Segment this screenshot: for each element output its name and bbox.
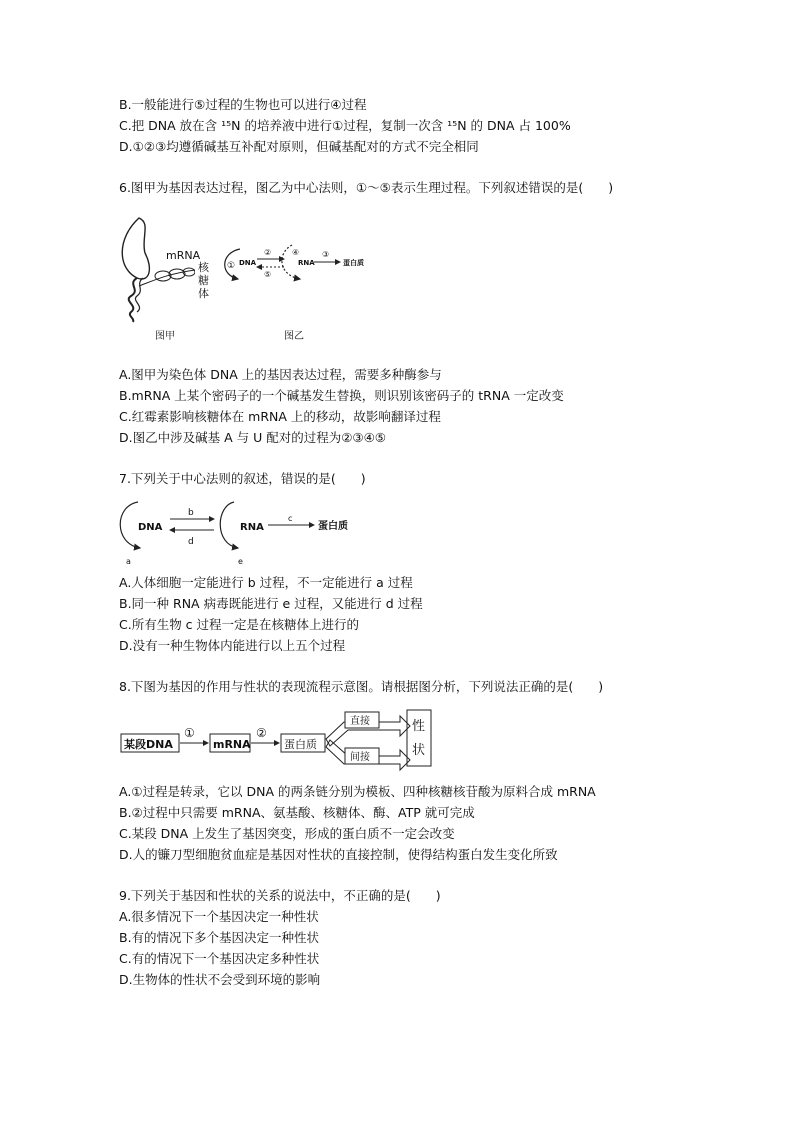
q6-figure-jia (115, 208, 195, 348)
q7-label-b: b (188, 508, 194, 518)
q9-option-d: D.生物体的性状不会受到环境的影响 (119, 972, 321, 987)
dna-strand (135, 278, 143, 312)
q7-label-e: e (238, 557, 243, 566)
q5-option-d: D.①②③均遵循碱基互补配对原则，但碱基配对的方式不完全相同 (119, 139, 479, 154)
q6-figure-yi (222, 235, 402, 345)
q8-option-d: D.人的镰刀型细胞贫血症是基因对性状的直接控制，使得结构蛋白发生变化所致 (119, 847, 558, 862)
q7-option-b: B.同一种 RNA 病毒既能进行 e 过程，又能进行 d 过程 (119, 596, 423, 611)
ribosome-1 (155, 271, 171, 281)
q8-protein-label: 蛋白质 (284, 738, 317, 751)
fig-yi-caption: 图乙 (284, 331, 304, 342)
q8-trait-label-2: 状 (412, 743, 426, 758)
q7-protein-label: 蛋白质 (318, 521, 348, 532)
q8-option-a: A.①过程是转录，它以 DNA 的两条链分别为模板、四种核糖核苷酸为原料合成 mRNA (119, 784, 596, 799)
q8-indirect-label: 间接 (350, 752, 370, 763)
q8-step-1: ① (184, 726, 195, 740)
yi-step-4: ④ (292, 248, 300, 257)
yi-step-5: ⑤ (264, 270, 272, 279)
q7-label-d: d (188, 537, 194, 547)
fig-jia-mrna-label: mRNA (166, 249, 201, 262)
yi-step-3: ③ (322, 250, 330, 259)
q7-label-c: c (288, 514, 293, 523)
q6-option-d: D.图乙中涉及碱基 A 与 U 配对的过程为②③④⑤ (119, 430, 387, 445)
q6-stem: 6.图甲为基因表达过程，图乙为中心法则，①～⑤表示生理过程。下列叙述错误的是( ) (119, 180, 614, 195)
mrna-strand (139, 270, 195, 286)
fig-jia-ribosome-label-1: 核 (198, 261, 209, 274)
q7-stem: 7.下列关于中心法则的叙述，错误的是( ) (119, 471, 366, 486)
q9-stem: 9.下列关于基因和性状的关系的说法中，不正确的是( ) (119, 888, 441, 903)
q5-option-b: B.一般能进行⑤过程的生物也可以进行④过程 (119, 97, 367, 112)
fig-jia-ribosome-label-2: 糖 (198, 274, 209, 287)
q9-option-a: A.很多情况下一个基因决定一种性状 (119, 909, 319, 924)
q8-mrna-label: mRNA (213, 738, 251, 751)
yi-step-1: ① (227, 261, 236, 271)
q8-direct-label: 直接 (350, 716, 370, 727)
q8-option-b: B.②过程中只需要 mRNA、氨基酸、核糖体、酶、ATP 就可完成 (119, 805, 475, 820)
q7-central-dogma-figure (118, 494, 378, 568)
q7-option-d: D.没有一种生物体内能进行以上五个过程 (119, 638, 346, 653)
q6-option-b: B.mRNA 上某个密码子的一个碱基发生替换，则识别该密码子的 tRNA 一定改变 (119, 388, 564, 403)
q7-dna-label: DNA (138, 522, 163, 533)
q6-option-c: C.红霉素影响核糖体在 mRNA 上的移动，故影响翻译过程 (119, 409, 441, 424)
q8-trait-label-1: 性 (412, 719, 426, 734)
q9-option-c: C.有的情况下一个基因决定多种性状 (119, 951, 320, 966)
yi-rna-label: RNA (298, 259, 315, 267)
q8-gene-label: 某段DNA (124, 738, 173, 751)
yi-step-2: ② (264, 248, 272, 257)
q8-flow-figure (118, 706, 438, 772)
yi-dna-label: DNA (239, 259, 257, 267)
rna-replication-loop (220, 502, 238, 548)
q9-option-b: B.有的情况下多个基因决定一种性状 (119, 930, 320, 945)
fig-jia-caption: 图甲 (155, 331, 175, 342)
q7-rna-label: RNA (240, 522, 264, 533)
q8-option-c: C.某段 DNA 上发生了基因突变，形成的蛋白质不一定会改变 (119, 826, 455, 841)
q7-option-a: A.人体细胞一定能进行 b 过程，不一定能进行 a 过程 (119, 575, 413, 590)
q5-option-c: C.把 DNA 放在含 ¹⁵N 的培养液中进行①过程，复制一次含 ¹⁵N 的 DNA 占 100% (119, 118, 571, 133)
q7-option-c: C.所有生物 c 过程一定是在核糖体上进行的 (119, 617, 360, 632)
q8-stem: 8.下图为基因的作用与性状的表现流程示意图。请根据图分析，下列说法正确的是( ) (119, 679, 604, 694)
chromosome-loop (122, 218, 149, 279)
q6-option-a: A.图甲为染色体 DNA 上的基因表达过程，需要多种酶参与 (119, 367, 442, 382)
yi-protein-label: 蛋白质 (343, 259, 364, 267)
q8-step-2: ② (256, 726, 267, 740)
fig-jia-ribosome-label-3: 体 (198, 287, 209, 300)
ribosome-2 (169, 269, 185, 279)
q7-label-a: a (126, 557, 131, 566)
